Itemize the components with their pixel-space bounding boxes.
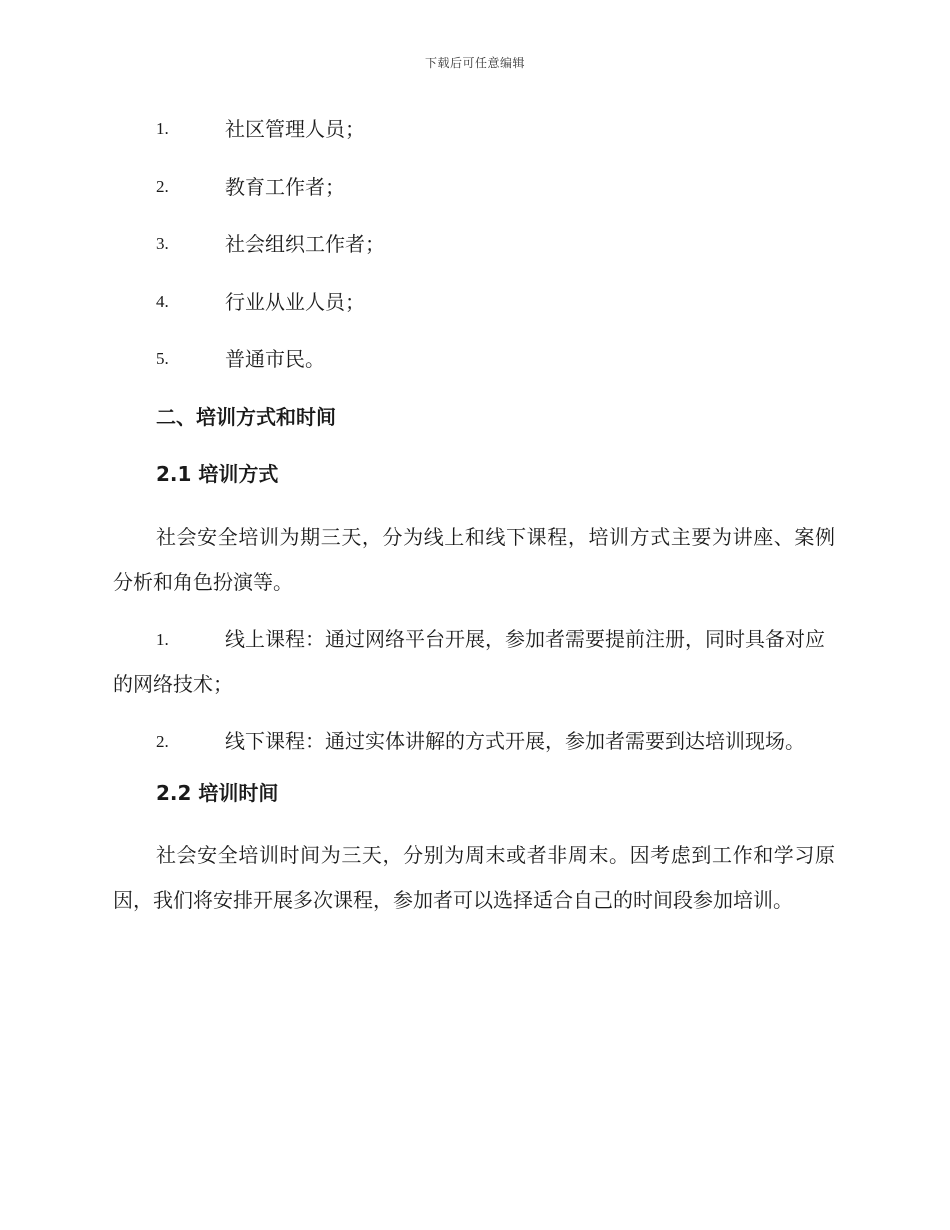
paragraph-text: 线下课程：通过实体讲解的方式开展，参加者需要到达培训现场。 (225, 728, 805, 753)
section-heading: 二、培训方式和时间 (156, 404, 336, 429)
list-number: 3. (156, 234, 169, 253)
list-number: 2. (156, 731, 169, 751)
list-text: 教育工作者； (225, 174, 345, 199)
list-number: 4. (156, 291, 169, 311)
list-item (113, 227, 835, 285)
list-item (113, 342, 835, 400)
list-number: 1. (156, 119, 169, 138)
list-text: 社会组织工作者； (225, 232, 385, 256)
page-header: 下载后可任意编辑 (424, 56, 525, 70)
paragraph-text: 线上课程：通过网络平台开展，参加者需要提前注册，同时具备对应的网络技术； (113, 626, 825, 696)
list-item (113, 170, 835, 228)
subsection-heading-method: 2.1 培训方式 (156, 462, 279, 486)
document-body (113, 112, 835, 935)
list-number: 5. (156, 349, 169, 368)
paragraph-method-intro: 社会安全培训为期三天，分为线上和线下课程，培训方式主要为讲座、案例分析和角色扮演等。 (113, 524, 835, 594)
list-number: 1. (156, 629, 169, 649)
list-text: 普通市民。 (225, 347, 325, 371)
list-number: 2. (156, 176, 169, 196)
numbered-paragraph-offline (113, 719, 835, 764)
paragraph-time: 社会安全培训时间为三天，分别为周末或者非周末。因考虑到工作和学习原因，我们将安排开展多次课程，参加者可以选择适合自己的时间段参加培训。 (113, 843, 835, 912)
numbered-paragraph-online (113, 617, 835, 707)
list-text: 行业从业人员； (225, 289, 365, 314)
subsection-heading-time: 2.2 培训时间 (156, 780, 279, 805)
list-item (113, 112, 835, 170)
list-text: 社区管理人员； (225, 117, 365, 141)
list-item (113, 285, 835, 343)
